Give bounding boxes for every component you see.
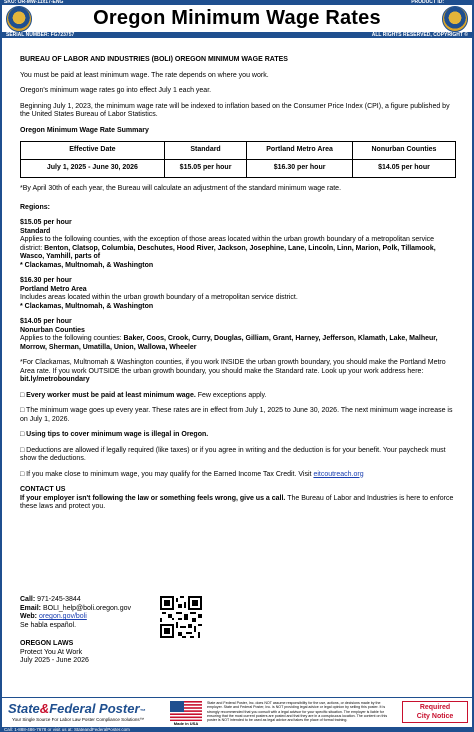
product-id-text: PRODUCT ID: [411, 0, 444, 5]
eitc-link[interactable]: eitcoutreach.org [313, 470, 364, 478]
boundary-note [20, 359, 456, 385]
poster-body [20, 56, 456, 519]
made-in-usa-label: Made in USA [173, 721, 199, 726]
required-notice-badge [402, 701, 468, 723]
web-label: Web: [20, 613, 37, 620]
region-rate: $16.30 per hour [20, 277, 72, 284]
contact-lead [20, 495, 456, 512]
qr-code-icon [160, 596, 202, 638]
wage-summary-table [20, 141, 456, 178]
contact-lead-text: The Bureau of Labor and Industries is here to enforce these laws and protect you. [20, 494, 454, 510]
laws-title: OREGON LAWS [20, 640, 74, 647]
region-description [20, 335, 456, 352]
email-label: Email: [20, 604, 42, 612]
brand-ampersand: & [39, 701, 50, 716]
region-standard [20, 219, 456, 270]
spanish-note: Se habla español. [20, 621, 77, 629]
region-rate: $14.05 per hour [20, 318, 72, 325]
region-name: Nonurban Counties [20, 326, 85, 334]
contact-section [20, 486, 456, 512]
web-link[interactable]: oregon.gov/boli [38, 613, 87, 620]
table-cell: July 1, 2025 - June 30, 2026 [21, 160, 165, 178]
region-description-text: Applies to the following counties: [20, 335, 124, 342]
intro-paragraph: Oregon's minimum wage rates go into effect July 1 each year. [20, 87, 212, 94]
note-item-text: Few exceptions apply. [195, 391, 267, 399]
boundary-note-text: *For Clackamas, Multnomah & Washington counties, if you work INSIDE the urban growth boundary, you should make the Portland Metro Area rate. If you work OUTSIDE the urban growth boundary, you should make the Standard rate. Look up your work address here: [20, 359, 446, 375]
table-cell: $14.05 per hour [352, 160, 455, 178]
table-header-row [21, 142, 456, 160]
summary-note: *By April 30th of each year, the Bureau will calculate an adjustment of the standard minimum wage rate. [20, 185, 342, 192]
required-badge-line: City Notice [416, 712, 454, 720]
region-description: Includes areas located within the urban growth boundary of a metropolitan service district. [20, 294, 298, 301]
note-item-text: □ If you make close to minimum wage, you may qualify for the Earned Income Tax Credit. Visit [20, 470, 314, 478]
note-item: □ The minimum wage goes up every year. These rates are in effect from July 1, 2025 to June 30, 2026. The next minimum wage increase is on July 1, 2026. [20, 407, 453, 423]
brand-tagline: Your Single Source For Labor Law Poster Compliance Solutions™ [12, 717, 145, 722]
brand-trademark: ™ [139, 709, 146, 715]
serial-number: SERIAL NUMBER: FG723757 [6, 32, 75, 38]
table-header: Nonurban Counties [352, 142, 455, 160]
brand-text: State [8, 701, 40, 716]
region-portland [20, 277, 456, 311]
laws-line: Protect You At Work [20, 648, 83, 656]
copyright-text: ALL RIGHTS RESERVED, COPYRIGHT © [371, 32, 468, 38]
table-header: Standard [164, 142, 246, 160]
intro-paragraph: You must be paid at least minimum wage. The rate depends on where you work. [20, 71, 269, 79]
poster-header [2, 5, 472, 32]
region-name: Standard [20, 227, 51, 235]
phone-line [20, 596, 250, 605]
phone-label: Call: [20, 596, 36, 603]
laws-line: July 2025 - June 2026 [20, 657, 89, 664]
region-partial-counties: * Clackamas, Multnomah, & Washington [20, 261, 154, 269]
bottom-contact-bar [0, 727, 474, 732]
web-line [20, 613, 250, 622]
contact-details [20, 596, 250, 630]
table-cell: $15.05 per hour [164, 160, 246, 178]
region-description-text: Applies to the following counties, with the exception of those areas located within the urban growth boundary of a metropolitan service district: [20, 236, 435, 252]
summary-title: Oregon Minimum Wage Rate Summary [20, 126, 149, 134]
region-description [20, 236, 456, 262]
metro-boundary-link[interactable]: bit.ly/metroboundary [20, 376, 90, 383]
region-partial-counties: * Clackamas, Multnomah, & Washington [20, 302, 154, 310]
oregon-seal-icon [442, 6, 468, 32]
notes-section [20, 359, 456, 479]
note-item: □ Deductions are allowed if legally required (like taxes) or if you agree in writing and the deduction is for your benefit. Your paycheck must show the deductions. [20, 446, 446, 462]
agency-heading: BUREAU OF LABOR AND INDUSTRIES (BOLI) OREGON MINIMUM WAGE RATES [20, 56, 288, 63]
phone-number[interactable]: 971-245-3844 [35, 596, 81, 603]
region-nonurban [20, 318, 456, 352]
region-counties: Baker, Coos, Crook, Curry, Douglas, Gilliam, Grant, Harney, Jefferson, Klamath, Lake, Malheur, Morrow, Sherman, Umatilla, Union, Wallowa, Wheeler [20, 335, 438, 351]
table-header: Portland Metro Area [247, 142, 353, 160]
bottom-contact-text: Call: 1-888-486-7678 or visit us at: StateandFederalPoster.com [4, 727, 130, 732]
region-name: Portland Metro Area [20, 285, 87, 293]
note-item [20, 392, 456, 401]
contact-lead-bold: If your employer isn't following the law or something feels wrong, give us a call. [20, 494, 286, 502]
poster-footer [2, 697, 472, 727]
sku-text: SKU: OR-MW-11x17-ENG [4, 0, 64, 5]
note-item: □ Using tips to cover minimum wage is illegal in Oregon. [20, 431, 209, 438]
email-line [20, 605, 250, 614]
regions-title: Regions: [20, 203, 50, 211]
poster-title: Oregon Minimum Wage Rates [93, 7, 381, 29]
brand-text: Federal Poster [49, 701, 140, 716]
table-header: Effective Date [21, 142, 165, 160]
oregon-laws-block [20, 640, 220, 666]
brand-logo [8, 701, 146, 716]
intro-paragraph: Beginning July 1, 2023, the minimum wage rate will be indexed to inflation based on the Consumer Price Index (CPI), a figure published by the United States Bureau of Labor Statistics. [20, 102, 450, 118]
email-address[interactable]: BOLI_help@boli.oregon.gov [41, 604, 132, 612]
required-badge-line: Required [419, 704, 451, 711]
table-row [21, 160, 456, 178]
region-counties: Benton, Clatsop, Columbia, Deschutes, Hood River, Jackson, Josephine, Lane, Lincoln, Linn, Marion, Polk, Tillamook, Wasco, Yamhill, parts of [20, 244, 436, 260]
usa-flag-icon [170, 701, 202, 721]
table-cell: $16.30 per hour [247, 160, 353, 178]
serial-bar [2, 32, 472, 38]
region-rate: $15.05 per hour [20, 219, 72, 226]
note-item [20, 471, 456, 480]
legal-disclaimer: State and Federal Poster, Inc. does NOT assume responsibility for the use, actions, or decisions made by the employer. State and Federal Poster, Inc. is NOT providing legal advice or legal opinion by selling this poster. It is strongly recommended that you consult with a legal advisor for your specific situation. The employer is liable for ensuring that the most current posters are posted and that they are in a conspicuous location. The content on this poster is NOT intended to be used as legal advice and takes the place of formal training. [207, 701, 388, 723]
note-item-bold: □ Every worker must be paid at least minimum wage. [20, 391, 196, 399]
contact-title: CONTACT US [20, 486, 66, 493]
